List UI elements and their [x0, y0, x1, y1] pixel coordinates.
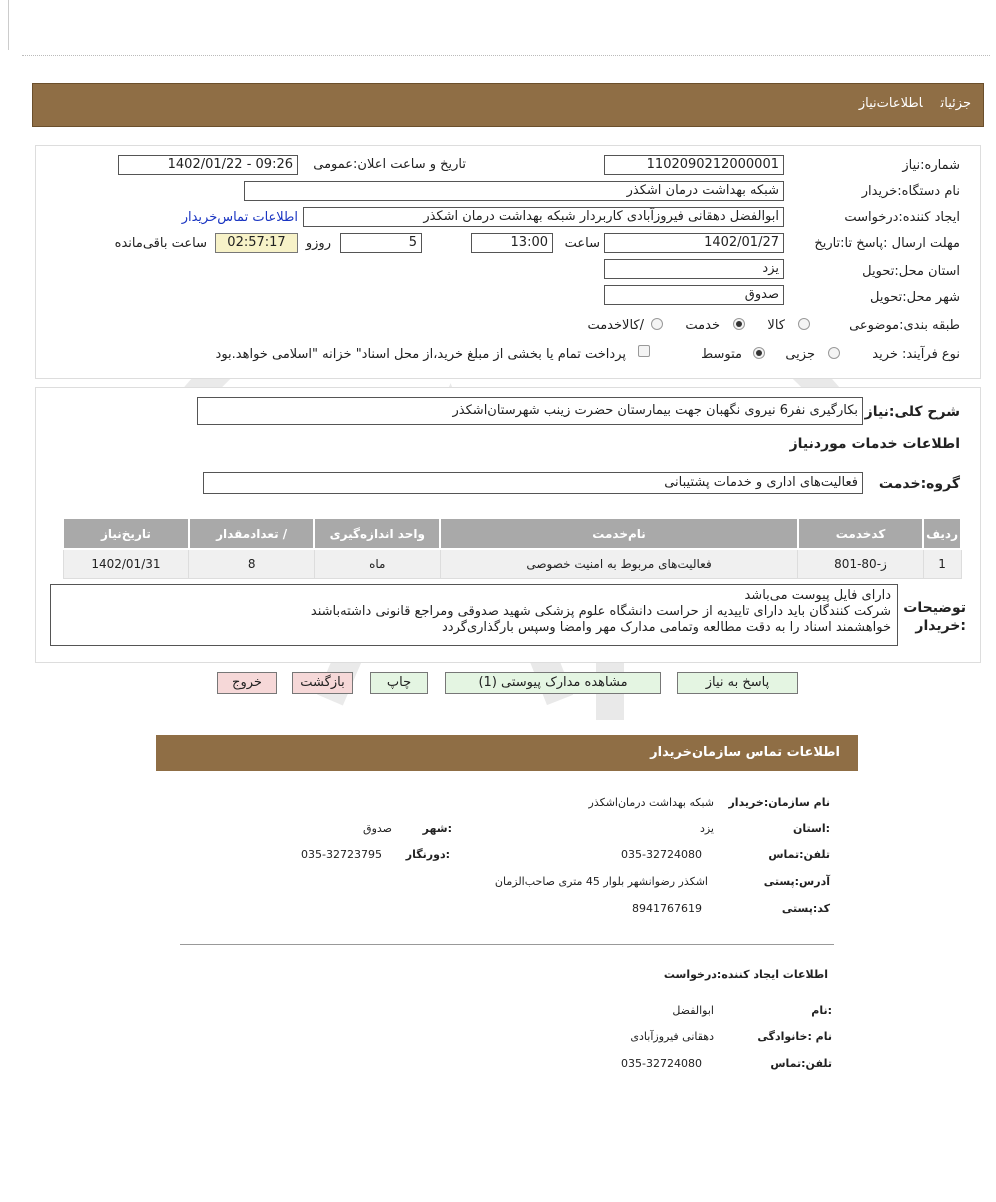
contact-province-value: یزد — [699, 822, 714, 835]
services-table — [62, 517, 962, 579]
city-label: شهر محل:تحویل — [870, 290, 960, 305]
treasury-payment-note: پرداخت تمام یا بخشی از مبلغ خرید،از محل اسناد" خزانه "اسلامی خواهد.بود — [215, 347, 626, 362]
cell-service-name: فعالیت‌های مربوط به امنیت خصوصی — [440, 549, 798, 579]
deadline-label: مهلت ارسال :پاسخ تا:تاریخ — [814, 236, 960, 251]
category-goods-radio[interactable] — [798, 318, 810, 330]
services-title: اطلاعات خدمات موردنیاز — [789, 436, 960, 452]
contact-divider — [180, 944, 834, 945]
remaining-time: 02:57:17 — [215, 233, 298, 253]
province-field: یزد — [604, 259, 784, 279]
category-label: طبقه بندی:موضوعی — [849, 318, 960, 333]
contact-province-label: :استان — [793, 822, 830, 835]
service-group-label: گروه:خدمت — [878, 476, 960, 492]
buyer-notes-label-1: توضیحات — [903, 600, 966, 616]
days-field: 5 — [340, 233, 422, 253]
cell-service-code: ز-80-801 — [798, 549, 923, 579]
col-need-date: تاریخ‌نیاز — [63, 518, 189, 549]
creator-label: ایجاد کننده:درخواست — [844, 210, 960, 225]
creator-section-title: اطلاعات ایجاد کننده:درخواست — [663, 968, 828, 981]
contact-header — [156, 735, 858, 771]
process-medium-radio[interactable] — [753, 347, 765, 359]
org-label: نام سازمان:خریدار — [728, 796, 830, 809]
service-group-field: فعالیت‌های اداری و خدمات پشتیبانی — [203, 472, 863, 494]
header-need-info-link[interactable]: اطلاعات‌نیاز — [858, 96, 923, 111]
page-header — [32, 83, 984, 127]
address-label: آدرس:پستی — [763, 875, 830, 888]
postal-label: کد:پستی — [781, 902, 830, 915]
back-button[interactable]: بازگشت — [292, 672, 353, 694]
contact-city-label: :شهر — [422, 822, 452, 835]
category-service-label: خدمت — [685, 318, 720, 333]
remaining-label: ساعت باقی‌مانده — [114, 236, 207, 251]
deadline-date-field: 1402/01/27 — [604, 233, 784, 253]
contact-city-value: صدوق — [363, 822, 392, 835]
address-value: اشکذر رضوانشهر بلوار 45 متری صاحب‌الزمان — [494, 875, 708, 888]
cell-need-date: 1402/01/31 — [63, 549, 189, 579]
exit-button[interactable]: خروج — [217, 672, 277, 694]
table-row — [63, 549, 961, 579]
contact-phone-label: تلفن:تماس — [768, 848, 830, 861]
col-quantity: / تعدادمقدار — [189, 518, 315, 549]
buyer-notes-line-1: دارای فایل پیوست می‌باشد — [744, 588, 891, 603]
treasury-payment-checkbox[interactable] — [638, 345, 650, 357]
left-border-line — [8, 0, 9, 50]
process-label: نوع فرآیند: خرید — [872, 347, 960, 362]
buyer-field: شبکه بهداشت درمان اشکذر — [244, 181, 784, 201]
creator-family-label: نام :خانوادگی — [757, 1030, 832, 1043]
time-label: ساعت — [564, 236, 600, 251]
col-service-code: کدخدمت — [798, 518, 923, 549]
col-service-name: نام‌خدمت — [440, 518, 798, 549]
contact-phone-value: 035-32724080 — [621, 848, 702, 861]
view-attachments-button[interactable]: مشاهده مدارک پیوستی (1) — [445, 672, 661, 694]
general-desc-label: شرح کلی:نیاز — [864, 404, 960, 420]
creator-family-value: دهقانی فیروزآبادی — [630, 1030, 714, 1043]
col-row-number: ردیف — [923, 518, 961, 549]
fax-value: 035-32723795 — [301, 848, 382, 861]
category-both-label: /کالاخدمت — [587, 318, 644, 333]
announce-label: تاریخ و ساعت اعلان:عمومی — [313, 157, 466, 172]
category-goods-label: کالا — [767, 318, 785, 333]
buyer-label: نام دستگاه:خریدار — [861, 184, 960, 199]
postal-value: 8941767619 — [632, 902, 702, 915]
buyer-notes-box — [50, 584, 898, 646]
province-label: استان محل:تحویل — [862, 264, 960, 279]
announce-field: 1402/01/22 - 09:26 — [118, 155, 298, 175]
org-value: شبکه بهداشت درمان‌اشکذر — [588, 796, 714, 809]
cell-quantity: 8 — [189, 549, 315, 579]
creator-name-label: :نام — [811, 1004, 832, 1017]
creator-field: ابوالفضل دهقانی فیروزآبادی کاربردار شبکه بهداشت درمان اشکذر — [303, 207, 784, 227]
category-both-radio[interactable] — [651, 318, 663, 330]
city-field: صدوق — [604, 285, 784, 305]
need-number-field: 1102090212000001 — [604, 155, 784, 175]
general-desc-field: بکارگیری نفر6 نیروی نگهبان جهت بیمارستان حضرت زینب شهرستان‌اشکذر — [197, 397, 863, 425]
col-unit: واحد اندازه‌گیری — [314, 518, 440, 549]
buyer-contact-link[interactable]: اطلاعات تماس‌خریدار — [181, 210, 298, 225]
cell-unit: ماه — [314, 549, 440, 579]
top-divider — [22, 55, 990, 56]
deadline-time-field: 13:00 — [471, 233, 553, 253]
header-details-link[interactable]: جزئیات — [940, 96, 971, 111]
process-partial-radio[interactable] — [828, 347, 840, 359]
buyer-notes-label-2: :خریدار — [915, 618, 966, 634]
print-button[interactable]: چاپ — [370, 672, 428, 694]
creator-phone-value: 035-32724080 — [621, 1057, 702, 1070]
category-service-radio[interactable] — [733, 318, 745, 330]
buyer-notes-line-3: خواهشمند اسناد را به دقت مطالعه وتمامی مدارک مهر وامضا وسپس بارگذاری‌گردد — [442, 620, 891, 635]
creator-name-value: ابوالفضل — [672, 1004, 714, 1017]
need-number-label: شماره:نیاز — [902, 158, 960, 173]
buyer-notes-line-2: شرکت کنندگان باید دارای تاییدیه از حراست دانشگاه علوم پزشکی شهید صدوقی ومراجع قانونی داشته‌باشند — [310, 604, 891, 619]
days-label: روزو — [305, 236, 331, 251]
creator-phone-label: تلفن:تماس — [770, 1057, 832, 1070]
process-partial-label: جزیی — [785, 347, 815, 362]
fax-label: :دورنگار — [405, 848, 450, 861]
cell-row-number: 1 — [923, 549, 961, 579]
contact-header-title: اطلاعات تماس سازمان‌خریدار — [650, 745, 840, 760]
reply-button[interactable]: پاسخ به نیاز — [677, 672, 798, 694]
process-medium-label: متوسط — [701, 347, 742, 362]
